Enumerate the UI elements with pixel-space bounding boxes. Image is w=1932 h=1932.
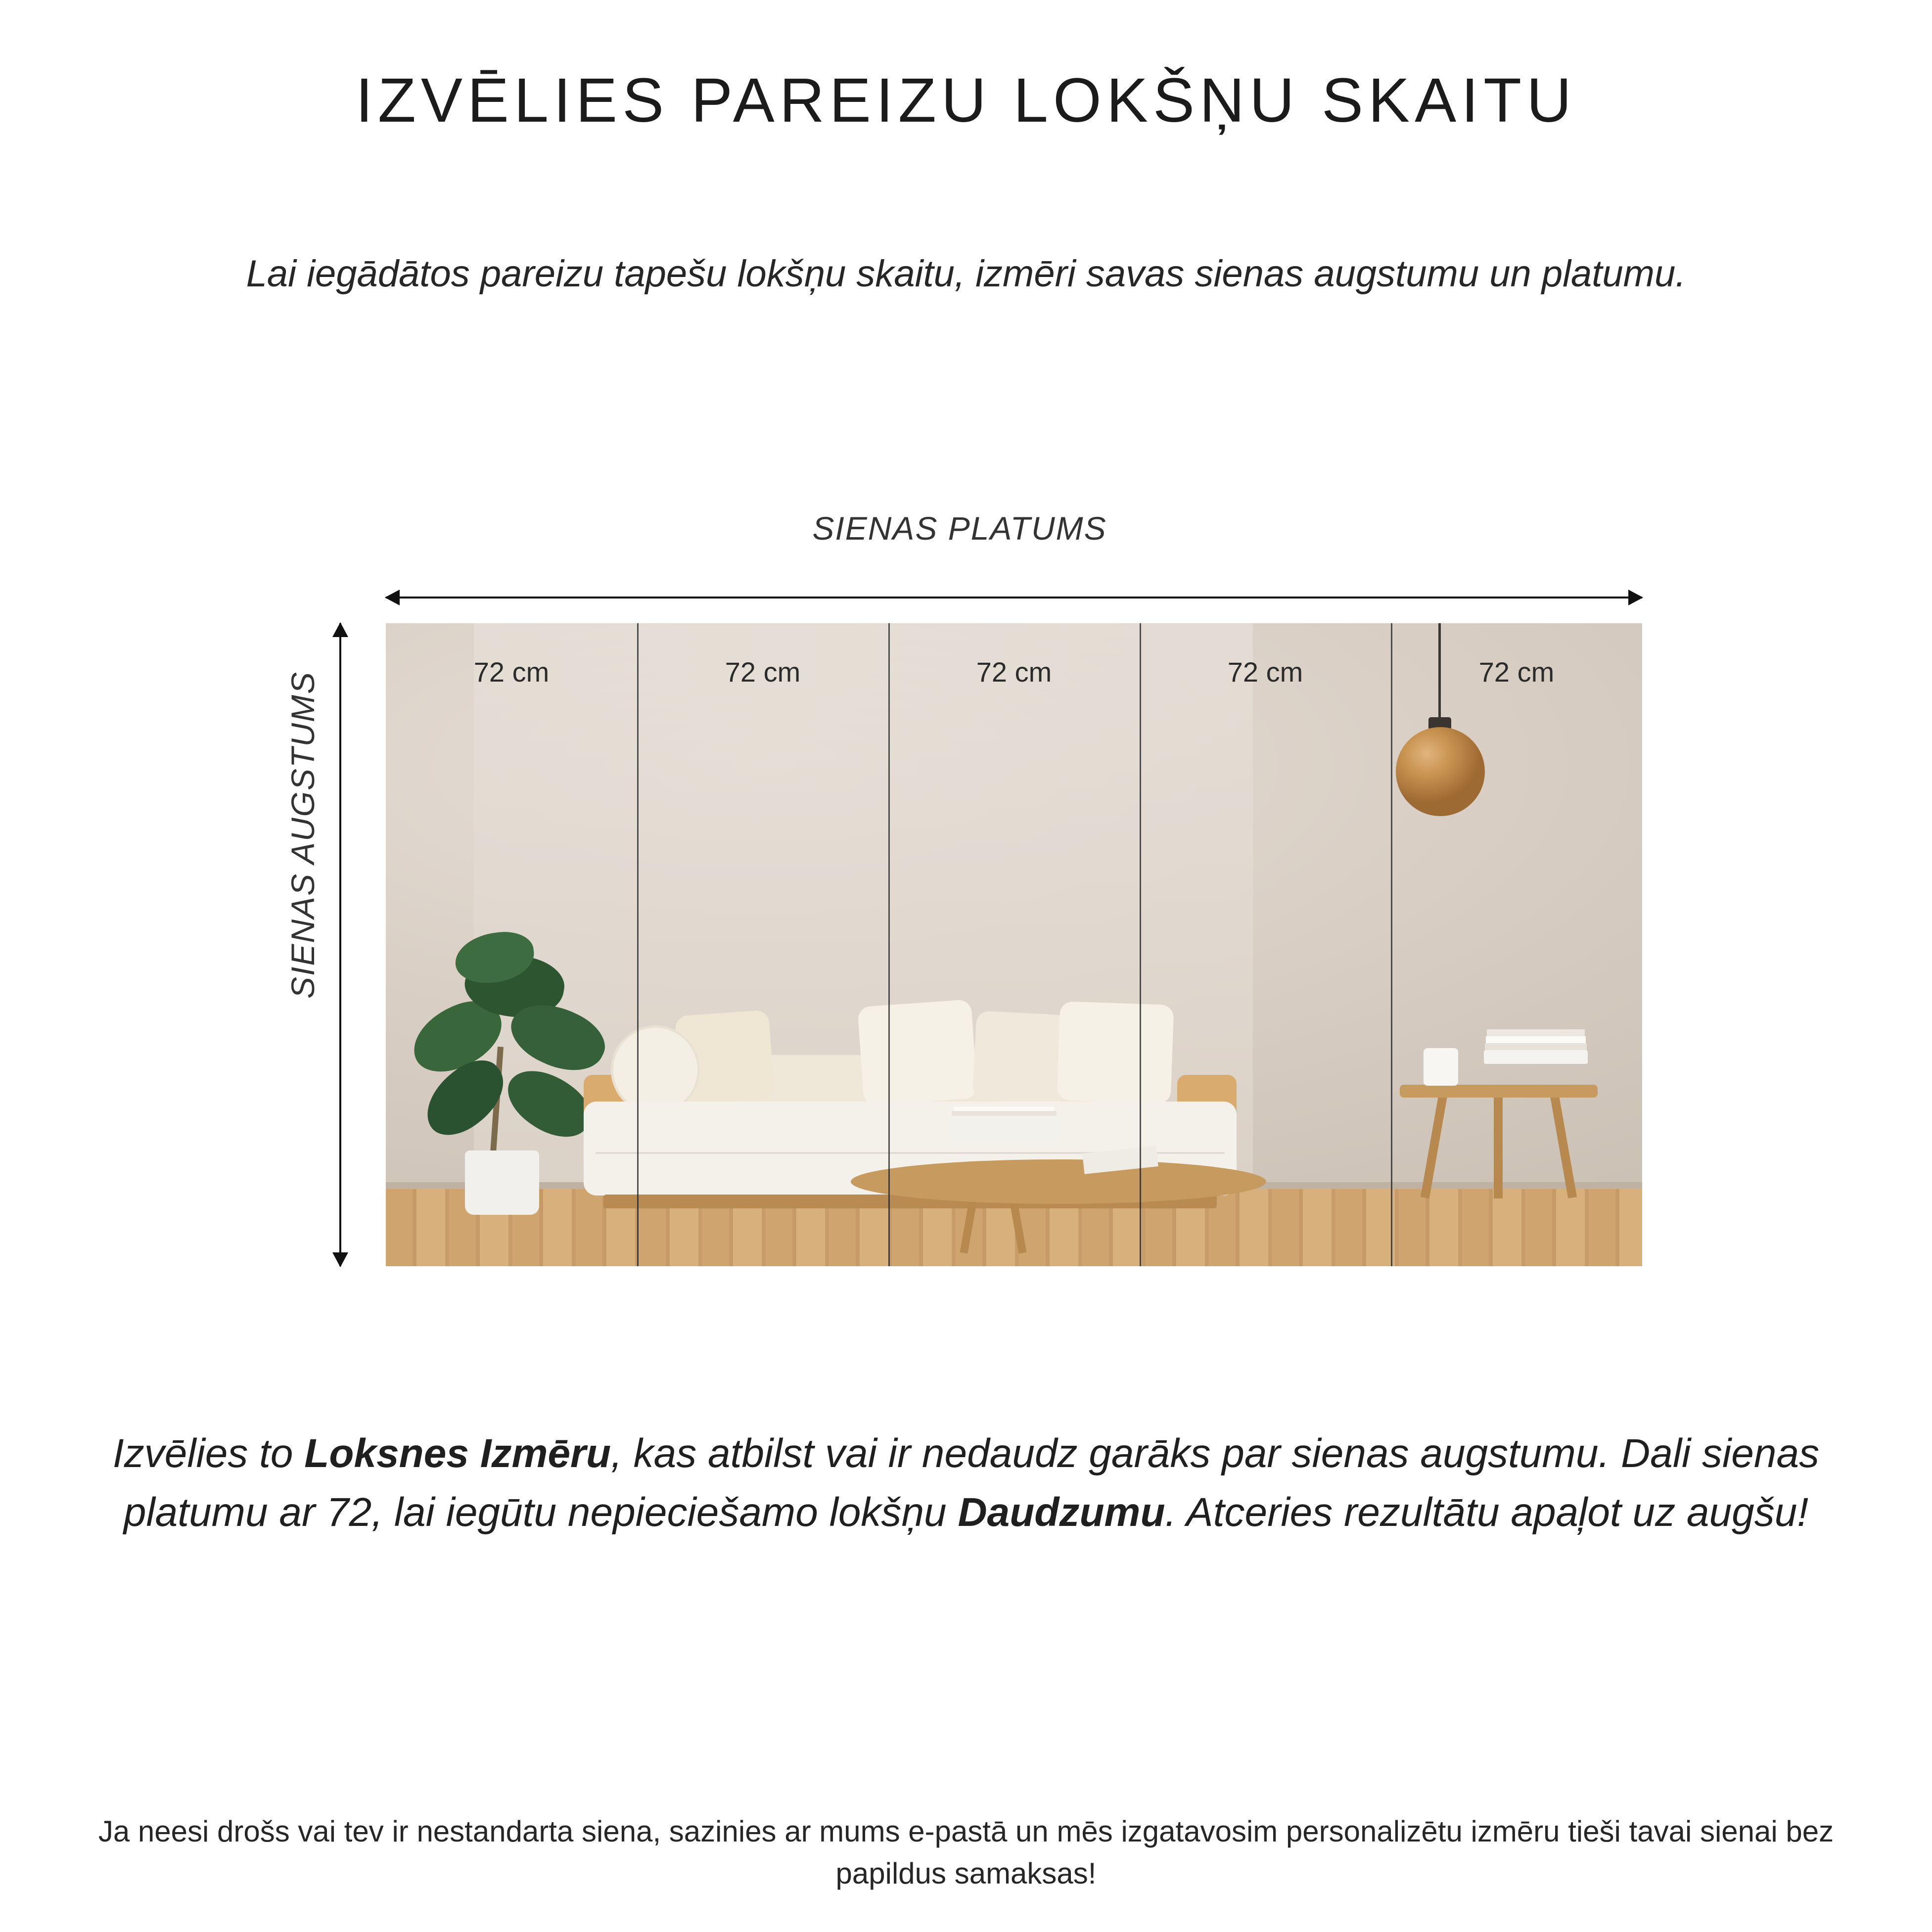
side-table-leg	[1550, 1095, 1577, 1198]
width-axis-label: SIENAS PLATUMS	[812, 510, 1107, 547]
coffee-table-top	[851, 1159, 1266, 1204]
footer-note: Ja neesi drošs vai tev ir nestandarta siena, sazinies ar mums e-pastā un mēs izgatavosim personalizētu izmēru tieši tavai sienai bez papildus samaksas!	[98, 1815, 1834, 1890]
height-arrow-head-top	[332, 622, 348, 637]
sheet-divider	[1140, 623, 1141, 1266]
instructions-part-2: , kas atbilst vai ir nedaudz garāks par sienas augstumu. Dali sienas platumu ar 72, lai iegūtu nepieciešamo lokšņu	[123, 1431, 1820, 1535]
instructions-bold-sheet-size: Loksnes Izmēru	[304, 1431, 611, 1476]
coffee-table	[851, 1145, 1266, 1253]
height-axis-label: SIENAS AUGSTUMS	[284, 671, 321, 999]
height-arrow-line	[339, 623, 341, 1266]
wall-measurement-diagram	[277, 500, 1642, 1271]
book-stack	[1484, 1050, 1588, 1064]
instructions-bold-quantity: Daudzumu	[958, 1489, 1165, 1535]
side-table-leg	[1421, 1095, 1447, 1198]
sofa-bolster-pillow	[611, 1025, 700, 1114]
instructions-paragraph	[105, 1425, 1827, 1542]
instructions-part-1: Izvēlies to	[112, 1431, 305, 1476]
sheet-width-label: 72 cm	[1478, 656, 1555, 688]
side-table	[1400, 1045, 1598, 1208]
sheet-width-label: 72 cm	[725, 656, 801, 688]
width-arrow	[386, 588, 1642, 607]
sheet-width-label: 72 cm	[1227, 656, 1303, 688]
intro-paragraph: Lai iegādātos pareizu tapešu lokšņu skaitu, izmēri savas sienas augstumu un platumu.	[246, 253, 1686, 295]
width-arrow-head-left	[385, 590, 400, 605]
book-stack	[950, 1116, 1058, 1144]
sheet-divider	[888, 623, 890, 1266]
sofa-cushion	[1057, 1001, 1174, 1104]
sheet-divider	[637, 623, 639, 1266]
room-photo	[386, 623, 1642, 1266]
sheet-divider	[1391, 623, 1392, 1266]
sheet-width-label: 72 cm	[473, 656, 550, 688]
height-arrow	[330, 623, 350, 1266]
side-table-top	[1400, 1085, 1598, 1098]
width-arrow-head-right	[1628, 590, 1643, 605]
coffee-table-leg	[960, 1198, 977, 1253]
lamp-globe	[1396, 727, 1485, 816]
coffee-table-leg	[1010, 1198, 1027, 1253]
height-arrow-head-bottom	[332, 1252, 348, 1267]
width-arrow-line	[386, 597, 1642, 598]
plant-pot	[465, 1150, 539, 1215]
candle	[1424, 1048, 1458, 1086]
sofa-cushion	[857, 999, 977, 1106]
lamp-cord	[1438, 623, 1441, 722]
page-title: IZVĒLIES PAREIZU LOKŠŅU SKAITU	[355, 65, 1577, 135]
instructions-part-3: . Atceries rezultātu apaļot uz augšu!	[1165, 1489, 1809, 1535]
sheet-width-label: 72 cm	[976, 656, 1052, 688]
side-table-leg	[1494, 1095, 1503, 1198]
sofa-cushion	[972, 1011, 1070, 1104]
pendant-lamp	[1385, 623, 1494, 831]
